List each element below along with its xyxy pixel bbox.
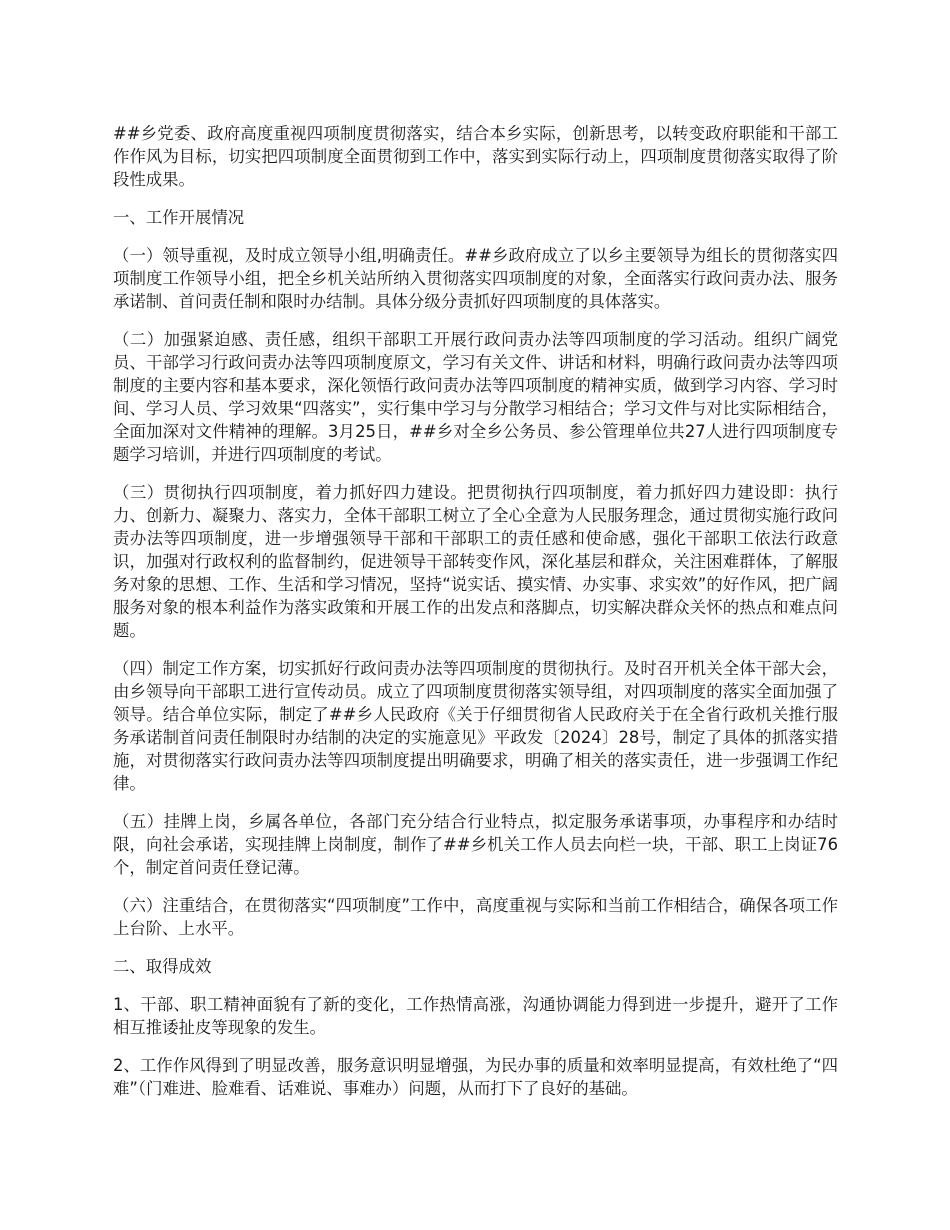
section-heading-results: 二、取得成效	[113, 957, 212, 976]
paragraph-item-6: （六）注重结合，在贯彻落实“四项制度”工作中，高度重视与实际和当前工作相结合，确保各项工作上台阶、上水平。	[113, 896, 838, 938]
result-item-1: 1、干部、职工精神面貌有了新的变化，工作热情高涨，沟通协调能力得到进一步提升，避开了工作相互推诿扯皮等现象的发生。	[113, 995, 838, 1037]
paragraph-item-1: （一）领导重视，及时成立领导小组,明确责任。##乡政府成立了以乡主要领导为组长的贯彻落实四项制度工作领导小组，把全乡机关站所纳入贯彻落实四项制度的对象，全面落实行政问责办法、服务承诺制、首问责任制和限时办结制。具体分级分责抓好四项制度的具体落实。	[113, 246, 838, 311]
paragraph-item-4: （四）制定工作方案，切实抓好行政问责办法等四项制度的贯彻执行。及时召开机关全体干部大会，由乡领导向干部职工进行宣传动员。成立了四项制度贯彻落实领导组，对四项制度的落实全面加强了领导。结合单位实际，制定了##乡人民政府《关于仔细贯彻省人民政府关于在全省行政机关推行服务承诺制首问责任制限时办结制的决定的实施意见》平政发〔2024〕28号，制定了具体的抓落实措施，对贯彻落实行政问责办法等四项制度提出明确要求，明确了相关的落实责任，进一步强调工作纪律。	[113, 659, 838, 793]
paragraph-item-2: （二）加强紧迫感、责任感，组织干部职工开展行政问责办法等四项制度的学习活动。组织广阔党员、干部学习行政问责办法等四项制度原文，学习有关文件、讲话和材料，明确行政问责办法等四项制度的主要内容和基本要求，深化领悟行政问责办法等四项制度的精神实质，做到学习内容、学习时间、学习人员、学习效果“四落实”，实行集中学习与分散学习相结合；学习文件与对比实际相结合，全面加深对文件精神的理解。3月25日，##乡对全乡公务员、参公管理单位共27人进行四项制度专题学习培训，并进行四项制度的考试。	[113, 330, 838, 464]
paragraph-item-3: （三）贯彻执行四项制度，着力抓好四力建设。把贯彻执行四项制度，着力抓好四力建设即：执行力、创新力、凝聚力、落实力，全体干部职工树立了全心全意为人民服务理念，通过贯彻实施行政问责办法等四项制度，进一步增强领导干部和干部职工的责任感和使命感，强化干部职工依法行政意识，加强对行政权利的监督制约，促进领导干部转变作风，深化基层和群众，关注困难群体，了解服务对象的思想、工作、生活和学习情况，坚持“说实话、摸实情、办实事、求实效”的好作风，把广阔服务对象的根本利益作为落实政策和开展工作的出发点和落脚点，切实解决群众关怀的热点和难点问题。	[113, 483, 838, 640]
result-item-2: 2、工作作风得到了明显改善，服务意识明显增强，为民办事的质量和效率明显提高，有效杜绝了“四难”（门难进、脸难看、话难说、事难办）问题，从而打下了良好的基础。	[113, 1056, 838, 1098]
intro-paragraph: ##乡党委、政府高度重视四项制度贯彻落实，结合本乡实际，创新思考，以转变政府职能和干部工作作风为目标，切实把四项制度全面贯彻到工作中，落实到实际行动上，四项制度贯彻落实取得了阶段性成果。	[113, 124, 838, 189]
section-heading-work-status: 一、工作开展情况	[113, 208, 245, 227]
document-body	[113, 122, 838, 1115]
paragraph-item-5: （五）挂牌上岗，乡属各单位，各部门充分结合行业特点，拟定服务承诺事项，办事程序和办结时限，向社会承诺，实现挂牌上岗制度，制作了##乡机关工作人员去向栏一块，干部、职工上岗证76个，制定首问责任登记薄。	[113, 812, 838, 877]
